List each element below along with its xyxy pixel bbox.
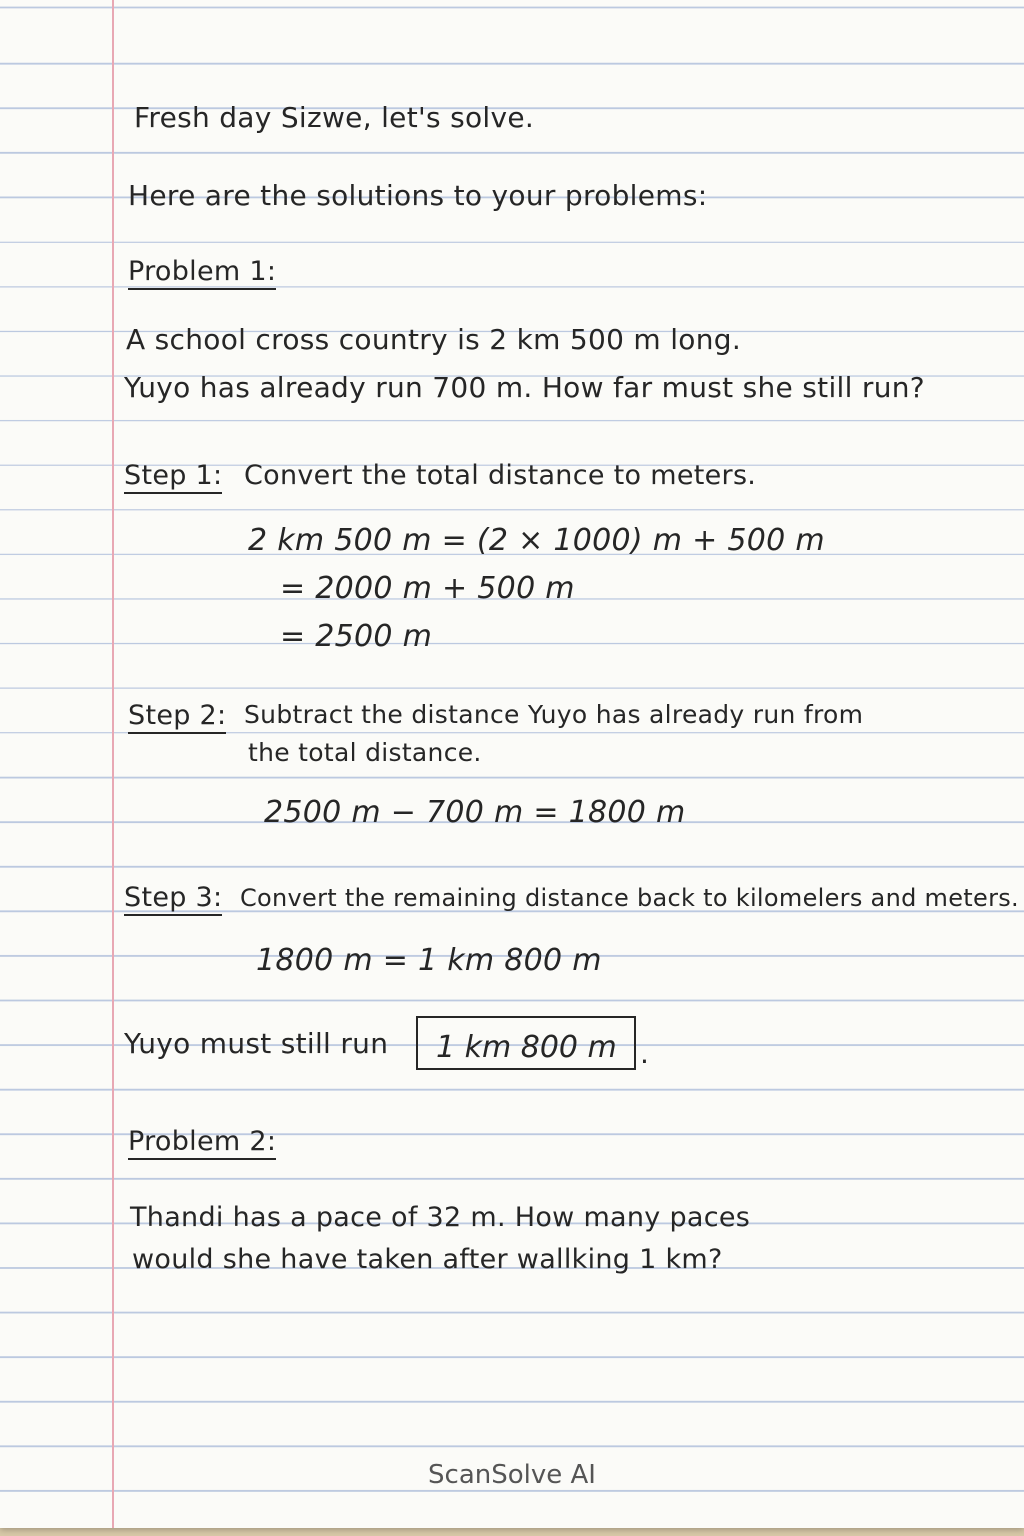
step-3-math-line-1: 1800 m = 1 km 800 m: [256, 943, 602, 978]
problem-2-heading: Problem 2:: [128, 1128, 276, 1160]
problem-1-statement-line-2: Yuyo has already run 700 m. How far must she still run?: [124, 371, 925, 404]
step-1-math-line-2: = 2000 m + 500 m: [280, 571, 575, 606]
step-2-math-line-1: 2500 m − 700 m = 1800 m: [264, 795, 686, 830]
step-3-text: Convert the remaining distance back to kilomelers and meters.: [240, 884, 1019, 912]
step-3-label: Step 3:: [124, 884, 222, 916]
step-1-label: Step 1:: [124, 462, 222, 494]
step-2-text-line-2: the total distance.: [248, 738, 482, 767]
problem-2-statement-line-2: would she have taken after wallking 1 km?: [132, 1244, 723, 1275]
greeting: Fresh day Sizwe, let's solve.: [134, 101, 535, 134]
problem-1-statement-line-1: A school cross country is 2 km 500 m long.: [126, 323, 742, 356]
answer-period: .: [640, 1037, 650, 1070]
margin-line: [112, 0, 114, 1528]
intro-text: Here are the solutions to your problems:: [128, 179, 708, 212]
problem-1-heading: Problem 1:: [128, 258, 276, 290]
footer-brand: ScanSolve AI: [428, 1460, 596, 1490]
step-1-math-line-3: = 2500 m: [280, 619, 433, 654]
answer-prefix: Yuyo must still run: [124, 1027, 389, 1060]
step-2-text-line-1: Subtract the distance Yuyo has already run from: [244, 700, 864, 729]
answer-value: 1 km 800 m: [436, 1030, 617, 1065]
step-1-text: Convert the total distance to meters.: [244, 460, 757, 491]
answer-box: [416, 1016, 636, 1070]
step-1-math-line-1: 2 km 500 m = (2 × 1000) m + 500 m: [248, 523, 825, 558]
step-2-label: Step 2:: [128, 702, 226, 734]
problem-2-statement-line-1: Thandi has a pace of 32 m. How many paces: [130, 1202, 751, 1233]
